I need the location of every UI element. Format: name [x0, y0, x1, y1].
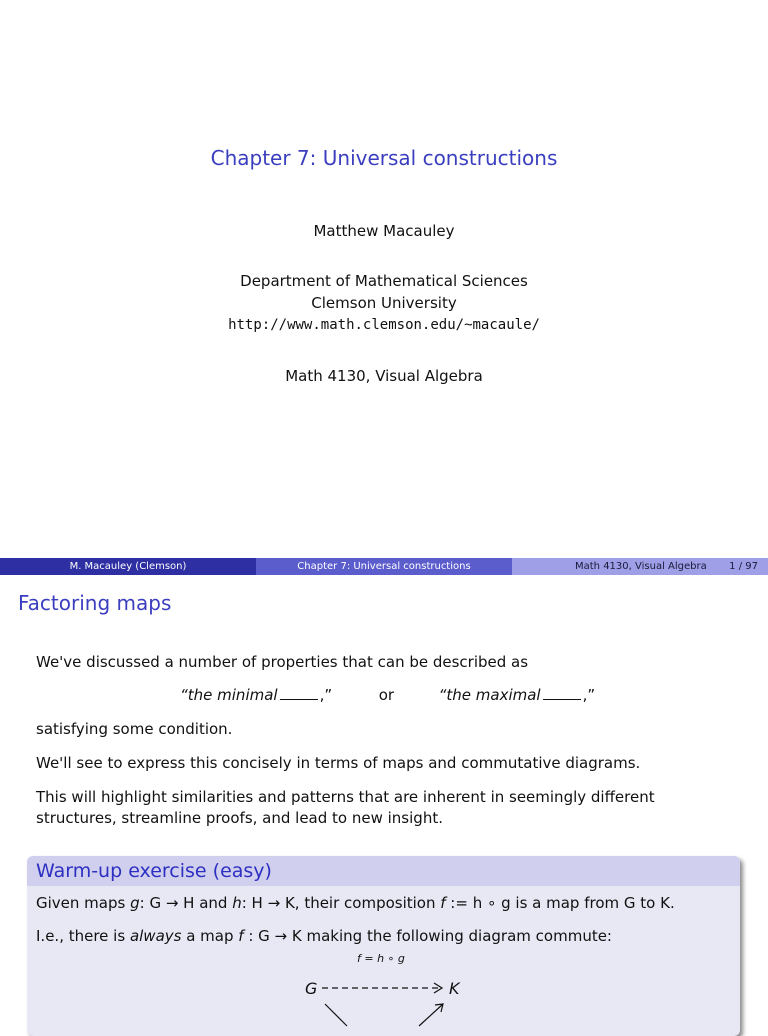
footer-author: M. Macauley (Clemson) — [0, 558, 256, 575]
line2-var-f: f — [238, 927, 244, 945]
express-text: We'll see to express this concisely in terms of maps and commutative diagrams. — [36, 754, 641, 772]
content-slide — [0, 575, 768, 1024]
commutative-diagram — [27, 856, 740, 1036]
line1-text-c: : H → K, their composition — [241, 894, 441, 912]
highlight-text-1: This will highlight similarities and patterns that are inherent in seemingly different — [36, 788, 655, 806]
phrase-maximal-close: ,” — [582, 686, 596, 704]
intro-text: We've discussed a number of properties that can be described as — [36, 653, 529, 671]
exercise-block-title: Warm-up exercise (easy) — [27, 856, 740, 886]
presentation-title: Chapter 7: Universal constructions — [210, 146, 558, 170]
diagram-arrow-label: f = h ∘ g — [357, 952, 405, 965]
minimal-maximal-phrase — [180, 686, 595, 704]
line1-text-a: Given maps — [36, 894, 131, 912]
highlight-text-2: structures, streamline proofs, and lead to new insight. — [36, 809, 443, 827]
line2-always: always — [129, 927, 182, 945]
author-url[interactable]: http://www.math.clemson.edu/~macaule/ — [228, 317, 540, 333]
line1-var-g: g — [130, 894, 140, 912]
line1-text-b: : G → H and — [139, 894, 233, 912]
diagram-source-node: G — [305, 979, 318, 998]
line1-var-f: f — [440, 894, 446, 912]
frame-title: Factoring maps — [18, 591, 172, 615]
line1-text-d: := h ∘ g is a map from G to K. — [445, 894, 675, 912]
footer-page-number: 1 / 97 — [729, 561, 758, 572]
blank-line-right — [543, 687, 581, 700]
university-name: Clemson University — [311, 294, 457, 312]
diagram-target-node: K — [449, 979, 460, 998]
footer-course: Math 4130, Visual Algebra — [575, 561, 707, 572]
course-name: Math 4130, Visual Algebra — [285, 367, 483, 385]
phrase-or: or — [378, 686, 395, 704]
department-name: Department of Mathematical Sciences — [240, 272, 528, 290]
line2-text-b: a map — [181, 927, 239, 945]
footer-course-section — [512, 558, 768, 575]
diagram-map-h-arrow — [419, 1004, 443, 1026]
diagram-map-g-arrow — [325, 1004, 347, 1026]
line2-text-c: : G → K making the following diagram commute: — [243, 927, 612, 945]
phrase-minimal-close: ,” — [319, 686, 333, 704]
condition-text: satisfying some condition. — [36, 720, 233, 738]
exercise-block — [27, 856, 740, 1036]
slide-footer — [0, 558, 768, 575]
line1-var-h: h — [232, 894, 242, 912]
line2-text-a: I.e., there is — [36, 927, 130, 945]
blank-line-left — [280, 687, 318, 700]
phrase-maximal: “the maximal — [438, 686, 541, 704]
footer-chapter: Chapter 7: Universal constructions — [256, 558, 512, 575]
author-name: Matthew Macauley — [313, 222, 455, 240]
phrase-minimal: “the minimal — [180, 686, 278, 704]
